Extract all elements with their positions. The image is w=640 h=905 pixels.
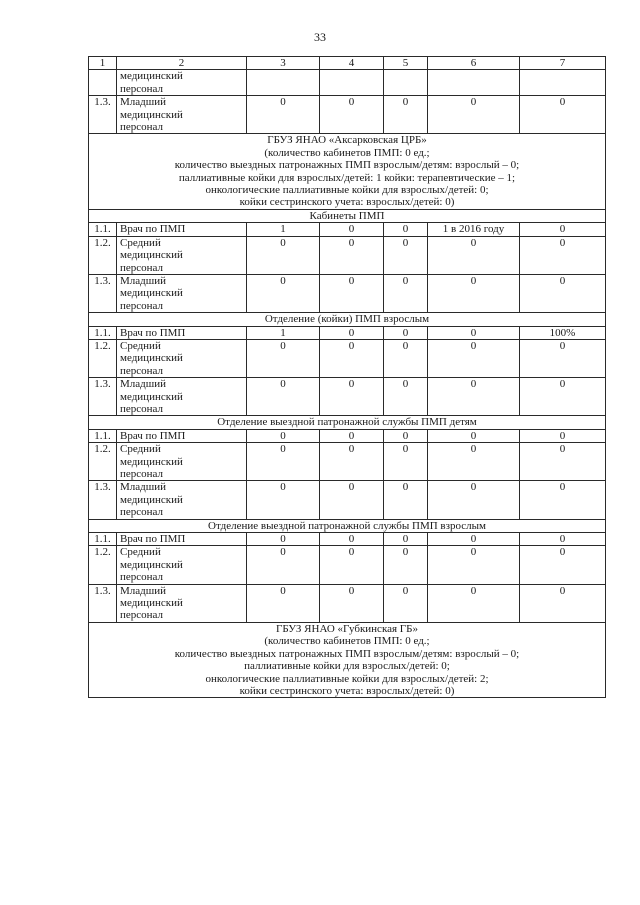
row-number: 1.3.	[89, 96, 117, 134]
position-line: персонал	[120, 571, 164, 584]
value-cell: 0	[520, 378, 606, 416]
value-cell: 0	[428, 481, 520, 519]
position-line: медицинский	[120, 455, 183, 468]
row-number: 1.3.	[89, 481, 117, 519]
header-cell: 4	[320, 57, 384, 70]
value-cell: 0	[384, 443, 428, 481]
value-cell: 0	[520, 339, 606, 377]
position-line: медицинский	[120, 390, 183, 403]
position-line: персонал	[120, 609, 164, 622]
row-number: 1.2.	[89, 339, 117, 377]
position-line: персонал	[120, 468, 164, 480]
value-cell: 0	[320, 339, 384, 377]
value-cell: 0	[384, 339, 428, 377]
value-cell: 0	[320, 481, 384, 519]
header-cell: 7	[520, 57, 606, 70]
position-line: медицинский	[120, 249, 183, 262]
table-row	[89, 274, 606, 312]
section-header-row	[89, 313, 606, 326]
value-cell: 0	[384, 533, 428, 546]
value-cell: 0	[428, 584, 520, 622]
value-cell: 1	[247, 223, 320, 236]
value-cell: 0	[247, 96, 320, 134]
row-number: 1.3.	[89, 378, 117, 416]
position-line: медицинский	[120, 108, 183, 121]
position-line: Врач по ПМП	[120, 326, 186, 339]
row-position	[117, 96, 247, 134]
value-cell: 0	[520, 96, 606, 134]
value-cell: 0	[247, 584, 320, 622]
value-cell: 0	[428, 378, 520, 416]
row-number: 1.2.	[89, 546, 117, 584]
value-cell: 0	[520, 443, 606, 481]
position-line: медицинский	[120, 597, 183, 610]
info-line: количество выездных патронажных ПМП взрослым/детям: взрослый – 0;	[174, 159, 520, 172]
value-cell: 0	[428, 339, 520, 377]
row-position	[117, 274, 247, 312]
info-line: онкологические паллиативные койки для взрослых/детей: 2;	[205, 672, 489, 685]
header-cell: 6	[428, 57, 520, 70]
value-cell: 0	[384, 274, 428, 312]
position-line: Врач по ПМП	[120, 533, 186, 546]
row-number: 1.1.	[89, 223, 117, 236]
value-cell: 100%	[520, 326, 606, 339]
position-line: медицинский	[120, 70, 183, 83]
institution-info-row	[89, 134, 606, 209]
row-number: 1.1.	[89, 429, 117, 442]
table-row	[89, 584, 606, 622]
row-number: 1.3.	[89, 584, 117, 622]
value-cell: 1	[247, 326, 320, 339]
value-cell: 0	[247, 378, 320, 416]
value-cell: 0	[428, 274, 520, 312]
position-line: Средний	[120, 339, 161, 352]
row-position	[117, 546, 247, 584]
value-cell: 0	[520, 429, 606, 442]
position-line: Средний	[120, 236, 161, 249]
value-cell: 0	[320, 378, 384, 416]
value-cell: 0	[247, 481, 320, 519]
position-line: Средний	[120, 443, 161, 456]
value-cell: 0	[520, 546, 606, 584]
value-cell	[428, 70, 520, 96]
position-line: персонал	[120, 364, 164, 377]
staffing-table	[88, 56, 606, 698]
row-position	[117, 584, 247, 622]
value-cell: 1 в 2016 году	[428, 223, 520, 236]
table-row	[89, 236, 606, 274]
value-cell: 0	[320, 584, 384, 622]
value-cell: 0	[247, 236, 320, 274]
position-line: Врач по ПМП	[120, 429, 186, 442]
row-position	[117, 481, 247, 519]
position-line: персонал	[120, 121, 164, 134]
position-line: персонал	[120, 506, 164, 519]
value-cell: 0	[247, 274, 320, 312]
value-cell: 0	[320, 274, 384, 312]
section-header-row	[89, 519, 606, 532]
value-cell: 0	[520, 533, 606, 546]
value-cell: 0	[384, 378, 428, 416]
value-cell: 0	[320, 236, 384, 274]
position-line: Врач по ПМП	[120, 223, 186, 236]
value-cell: 0	[247, 546, 320, 584]
table-row	[89, 481, 606, 519]
row-position	[117, 533, 247, 546]
value-cell: 0	[428, 326, 520, 339]
value-cell: 0	[247, 339, 320, 377]
institution-info	[89, 134, 606, 209]
institution-info-row	[89, 622, 606, 697]
value-cell: 0	[320, 429, 384, 442]
position-line: медицинский	[120, 287, 183, 300]
row-position	[117, 70, 247, 96]
value-cell	[384, 70, 428, 96]
table-row	[89, 546, 606, 584]
header-cell: 1	[89, 57, 117, 70]
value-cell: 0	[247, 429, 320, 442]
section-header-row	[89, 209, 606, 222]
info-line: (количество кабинетов ПМП: 0 ед.;	[264, 635, 430, 648]
value-cell: 0	[320, 96, 384, 134]
header-cell: 3	[247, 57, 320, 70]
row-position	[117, 326, 247, 339]
page-number: 33	[314, 30, 326, 44]
value-cell: 0	[320, 223, 384, 236]
table-row	[89, 339, 606, 377]
row-number: 1.2.	[89, 443, 117, 481]
position-line: Младший	[120, 96, 166, 109]
value-cell: 0	[428, 533, 520, 546]
position-line: медицинский	[120, 558, 183, 571]
info-line: койки сестринского учета: взрослых/детей: 0)	[239, 196, 455, 209]
table-row	[89, 96, 606, 134]
position-line: медицинский	[120, 352, 183, 365]
table-row	[89, 429, 606, 442]
table-body	[89, 57, 606, 698]
row-number: 1.2.	[89, 236, 117, 274]
position-line: Младший	[120, 378, 166, 391]
position-line: персонал	[120, 82, 164, 95]
value-cell: 0	[247, 533, 320, 546]
value-cell: 0	[384, 584, 428, 622]
section-title: Отделение выездной патронажной службы ПМП взрослым	[89, 519, 606, 532]
row-position	[117, 223, 247, 236]
row-position	[117, 339, 247, 377]
value-cell: 0	[384, 429, 428, 442]
row-position	[117, 378, 247, 416]
value-cell: 0	[520, 223, 606, 236]
value-cell: 0	[520, 236, 606, 274]
value-cell: 0	[320, 533, 384, 546]
value-cell	[520, 70, 606, 96]
info-line: паллиативные койки для взрослых/детей: 0;	[244, 660, 450, 673]
value-cell: 0	[384, 481, 428, 519]
table-row	[89, 70, 606, 96]
table-row	[89, 533, 606, 546]
position-line: Младший	[120, 584, 166, 597]
value-cell: 0	[384, 236, 428, 274]
table-row	[89, 378, 606, 416]
position-line: персонал	[120, 402, 164, 415]
position-line: Средний	[120, 546, 161, 559]
row-number: 1.3.	[89, 274, 117, 312]
section-header-row	[89, 416, 606, 429]
value-cell	[247, 70, 320, 96]
institution-name: ГБУЗ ЯНАО «Губкинская ГБ»	[275, 622, 418, 635]
section-title: Отделение выездной патронажной службы ПМП детям	[89, 416, 606, 429]
row-position	[117, 443, 247, 481]
value-cell: 0	[384, 96, 428, 134]
value-cell: 0	[384, 546, 428, 584]
value-cell: 0	[247, 443, 320, 481]
row-position	[117, 429, 247, 442]
value-cell: 0	[428, 429, 520, 442]
value-cell: 0	[520, 584, 606, 622]
table-row	[89, 326, 606, 339]
header-cell: 5	[384, 57, 428, 70]
value-cell: 0	[320, 326, 384, 339]
info-line: онкологические паллиативные койки для взрослых/детей: 0;	[205, 184, 489, 197]
value-cell: 0	[428, 236, 520, 274]
row-number: 1.1.	[89, 326, 117, 339]
institution-name: ГБУЗ ЯНАО «Аксарковская ЦРБ»	[267, 134, 427, 147]
info-line: паллиативные койки для взрослых/детей: 1 койки: терапевтические – 1;	[178, 171, 516, 184]
position-line: Младший	[120, 274, 166, 287]
info-line: количество выездных патронажных ПМП взрослым/детям: взрослый – 0;	[174, 647, 520, 660]
section-title: Отделение (койки) ПМП взрослым	[89, 313, 606, 326]
header-cell: 2	[117, 57, 247, 70]
row-position	[117, 236, 247, 274]
value-cell: 0	[428, 443, 520, 481]
info-line: (количество кабинетов ПМП: 0 ед.;	[264, 146, 430, 159]
value-cell: 0	[320, 443, 384, 481]
value-cell: 0	[428, 546, 520, 584]
position-line: персонал	[120, 261, 164, 274]
institution-info	[89, 622, 606, 697]
table-row	[89, 223, 606, 236]
value-cell	[320, 70, 384, 96]
value-cell: 0	[428, 96, 520, 134]
row-number	[89, 70, 117, 96]
info-line: койки сестринского учета: взрослых/детей: 0)	[239, 684, 455, 697]
value-cell: 0	[520, 481, 606, 519]
section-title: Кабинеты ПМП	[89, 209, 606, 222]
value-cell: 0	[384, 326, 428, 339]
position-line: медицинский	[120, 493, 183, 506]
table-header-row	[89, 57, 606, 70]
value-cell: 0	[384, 223, 428, 236]
table-row	[89, 443, 606, 481]
position-line: персонал	[120, 299, 164, 312]
position-line: Младший	[120, 481, 166, 494]
row-number: 1.1.	[89, 533, 117, 546]
value-cell: 0	[320, 546, 384, 584]
value-cell: 0	[520, 274, 606, 312]
